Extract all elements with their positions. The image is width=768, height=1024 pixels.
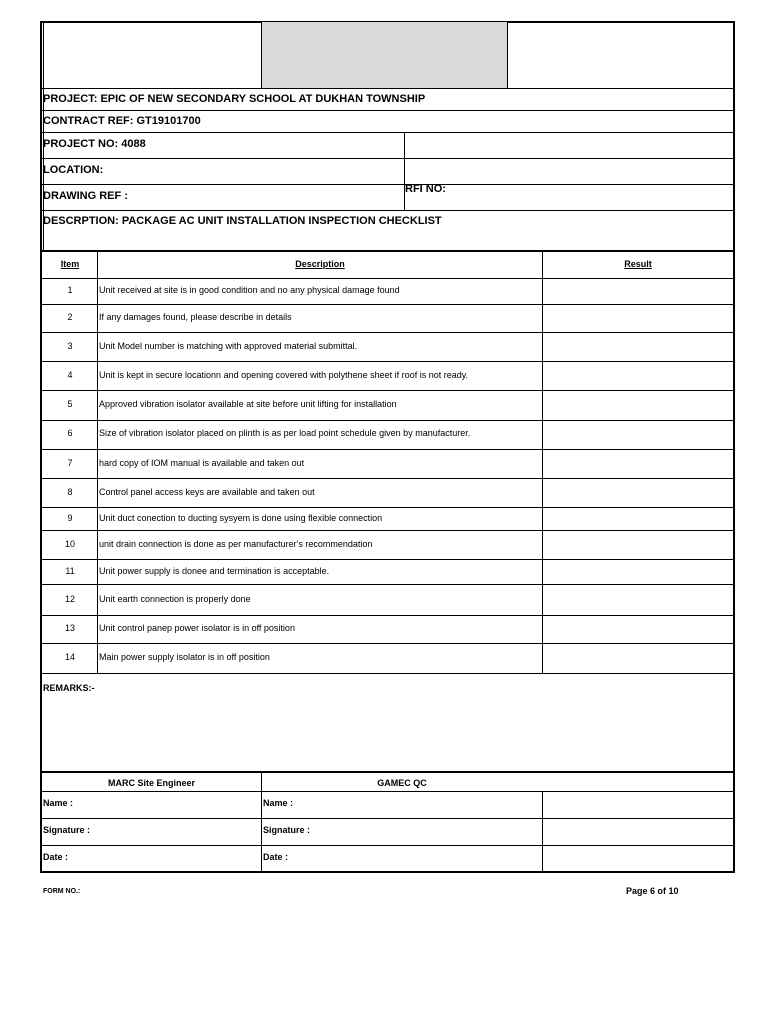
item-number: 10 [64,539,75,549]
item-number: 6 [67,428,73,438]
page-number: Page 6 of 10 [626,886,679,896]
item-number: 3 [67,341,73,351]
marc-name-label: Name : [43,798,74,808]
marc-site-engineer-heading: MARC Site Engineer [107,778,195,788]
item-description: Unit control panep power isolator is in off position [99,623,295,633]
item-description: Unit duct conection to ducting sysyem is done using flexible connection [99,513,383,523]
item-description: Control panel access keys are available and taken out [99,487,315,497]
item-description: unit drain connection is done as per manufacturer's recommendation [99,539,373,549]
item-number: 4 [67,370,73,380]
item-number: 2 [67,312,73,322]
item-number: 8 [67,487,73,497]
checklist-description: DESCRPTION: PACKAGE AC UNIT INSTALLATION INSPECTION CHECKLIST [43,215,442,227]
marc-date-label: Date : [43,852,69,862]
location-label: LOCATION: [43,164,104,176]
item-number: 1 [67,285,73,295]
item-number: 9 [67,513,73,523]
form-number-label: FORM NO.: [43,888,81,895]
item-description: Unit power supply is donee and termination is acceptable. [99,566,330,576]
project-title: PROJECT: EPIC OF NEW SECONDARY SCHOOL AT DUKHAN TOWNSHIP [43,93,426,105]
item-description: If any damages found, please describe in details [99,312,292,322]
logo-placeholder [262,22,507,88]
item-number: 12 [64,594,75,604]
item-number: 11 [65,566,75,576]
item-number: 13 [64,623,75,633]
project-number: PROJECT NO: 4088 [43,138,146,150]
drawing-ref-label: DRAWING REF : [43,190,128,202]
contract-ref: CONTRACT REF: GT19101700 [43,115,201,127]
item-description: Unit is kept in secure locationn and opening covered with polythene sheet if roof is not ready. [99,370,469,380]
item-description: Unit received at site is in good condition and no any physical damage found [99,285,400,295]
item-description: hard copy of IOM manual is available and taken out [99,458,305,468]
gamec-date-label: Date : [263,852,289,862]
item-number: 14 [64,652,75,662]
item-number: 5 [67,399,73,409]
gamec-signature-label: Signature : [263,825,311,835]
rfi-number-label: RFI NO: [405,183,446,195]
result-column-header: Result [624,259,652,269]
gamec-name-label: Name : [263,798,294,808]
item-description: Approved vibration isolator available at site before unit lifting for installation [99,399,397,409]
item-number: 7 [67,458,73,468]
remarks-label: REMARKS:- [43,683,95,693]
item-description: Unit Model number is matching with approved material submittal. [99,341,358,351]
description-column-header: Description [295,259,345,269]
item-description: Main power supply isolator is in off position [99,652,270,662]
item-description: Size of vibration isolator placed on plinth is as per load point schedule given by manufacturer. [99,428,471,438]
item-description: Unit earth connection is properly done [99,594,251,604]
marc-signature-label: Signature : [43,825,91,835]
item-column-header: Item [60,259,80,269]
gamec-qc-heading: GAMEC QC [377,778,427,788]
